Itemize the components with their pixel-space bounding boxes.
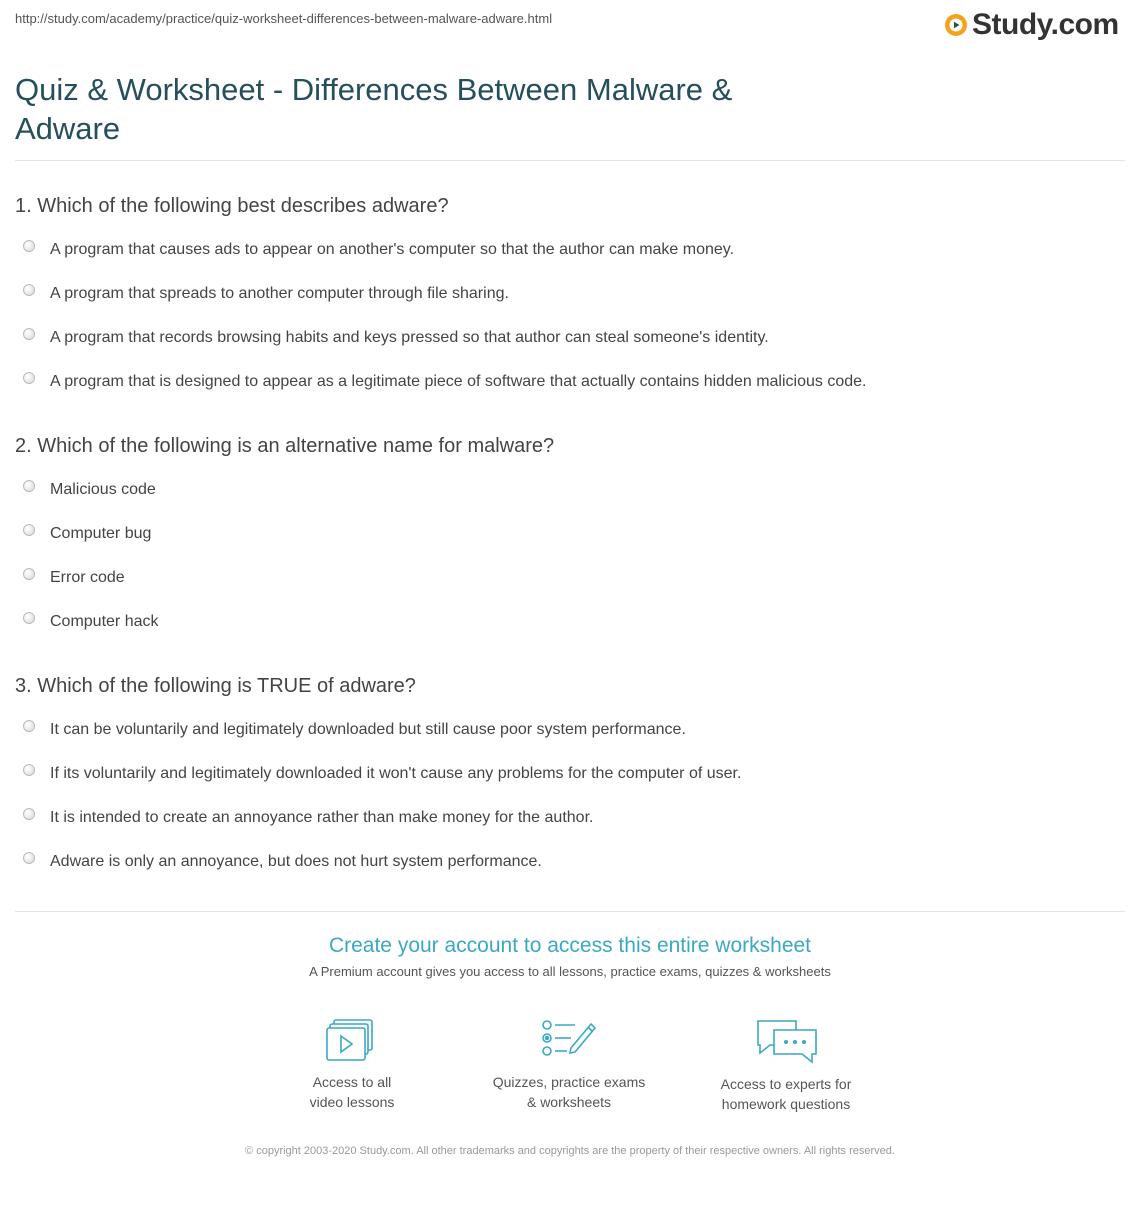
answer-choice[interactable]	[15, 360, 1115, 404]
radio-button[interactable]	[23, 764, 35, 776]
video-lesson-icon	[326, 1018, 378, 1062]
feature-text: Quizzes, practice exams	[492, 1074, 646, 1090]
feature-text: homework questions	[721, 1096, 851, 1112]
choice-label: If its voluntarily and legitimately downloaded it won't cause any problems for the computer of user.	[50, 765, 742, 782]
create-account-link[interactable]: Create your account to access this entire worksheet	[328, 934, 812, 957]
radio-button[interactable]	[23, 852, 35, 864]
radio-button[interactable]	[23, 480, 35, 492]
answer-choice[interactable]	[15, 752, 1115, 796]
question-text: 1. Which of the following best describes adware?	[15, 195, 449, 217]
question-2	[15, 434, 1115, 644]
answer-choice[interactable]	[15, 228, 1115, 272]
divider	[15, 160, 1125, 161]
radio-button[interactable]	[23, 568, 35, 580]
radio-button[interactable]	[23, 720, 35, 732]
question-1	[15, 194, 1115, 404]
feature-text: & worksheets	[526, 1094, 612, 1110]
choice-label: Computer bug	[50, 525, 152, 542]
copyright-notice: © copyright 2003-2020 Study.com. All other trademarks and copyrights are the property of their respective owners. All rights reserved.	[245, 1145, 895, 1157]
feature-text: video lessons	[309, 1094, 395, 1110]
radio-button[interactable]	[23, 808, 35, 820]
choice-label: A program that records browsing habits and keys pressed so that author can steal someone's identity.	[50, 329, 769, 346]
radio-button[interactable]	[23, 372, 35, 384]
choice-label: Malicious code	[50, 481, 156, 498]
feature-experts	[686, 1018, 886, 1114]
answer-choice[interactable]	[15, 796, 1115, 840]
answer-choice[interactable]	[15, 708, 1115, 752]
study-logo[interactable]	[944, 8, 1119, 42]
feature-text: Access to experts for	[720, 1076, 852, 1092]
choice-label: Error code	[50, 569, 125, 586]
radio-button[interactable]	[23, 612, 35, 624]
answer-choice[interactable]	[15, 512, 1115, 556]
choice-label: A program that is designed to appear as a legitimate piece of software that actually contains hidden malicious code.	[50, 373, 867, 390]
play-logo-icon	[944, 13, 968, 37]
question-text: 2. Which of the following is an alternative name for malware?	[15, 435, 555, 457]
answer-choice[interactable]	[15, 600, 1115, 644]
feature-text: Access to all	[312, 1074, 392, 1090]
divider	[15, 911, 1125, 912]
choice-label: It can be voluntarily and legitimately downloaded but still cause poor system performance.	[50, 721, 686, 738]
answer-choice[interactable]	[15, 272, 1115, 316]
choice-label: A program that causes ads to appear on another's computer so that the author can make money.	[50, 241, 735, 258]
quiz-checklist-icon	[541, 1018, 597, 1062]
question-3	[15, 674, 1115, 884]
radio-button[interactable]	[23, 240, 35, 252]
choice-label: It is intended to create an annoyance rather than make money for the author.	[50, 809, 594, 826]
answer-choice[interactable]	[15, 316, 1115, 360]
cta-subtitle: A Premium account gives you access to all lessons, practice exams, quizzes & worksheets	[309, 964, 831, 979]
radio-button[interactable]	[23, 524, 35, 536]
answer-choice[interactable]	[15, 556, 1115, 600]
page-title: Quiz & Worksheet - Differences Between Malware & Adware	[15, 72, 733, 146]
page-url: http://study.com/academy/practice/quiz-worksheet-differences-between-malware-adware.html	[15, 11, 553, 26]
logo-text: Study.com	[972, 8, 1119, 41]
radio-button[interactable]	[23, 328, 35, 340]
feature-video-lessons	[252, 1018, 452, 1112]
radio-button[interactable]	[23, 284, 35, 296]
answer-choice[interactable]	[15, 840, 1115, 884]
chat-bubbles-icon	[754, 1018, 818, 1064]
feature-quizzes	[469, 1018, 669, 1112]
question-text: 3. Which of the following is TRUE of adware?	[15, 675, 416, 697]
answer-choice[interactable]	[15, 468, 1115, 512]
choice-label: A program that spreads to another computer through file sharing.	[50, 285, 509, 302]
choice-label: Adware is only an annoyance, but does not hurt system performance.	[50, 853, 542, 870]
choice-label: Computer hack	[50, 613, 159, 630]
